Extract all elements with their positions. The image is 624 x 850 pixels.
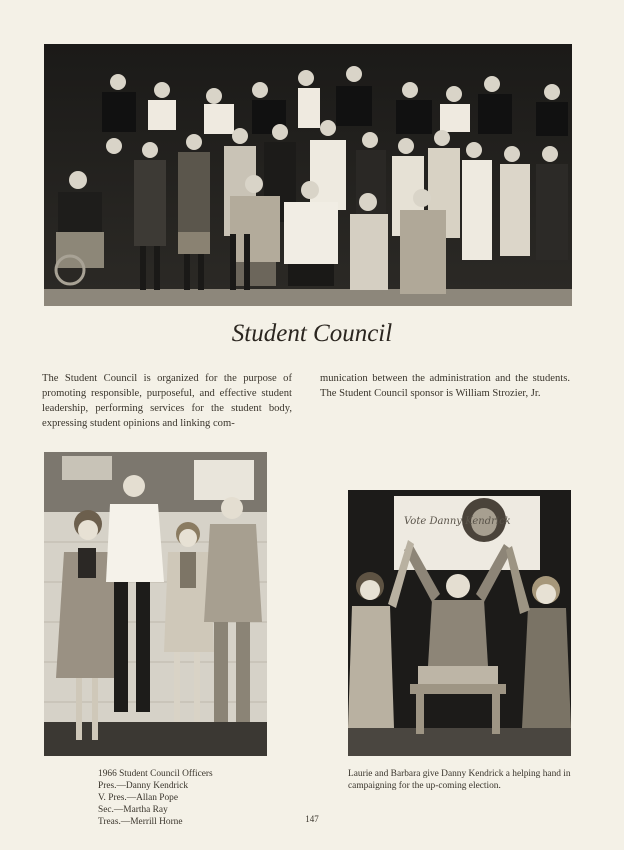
group-photo — [44, 44, 572, 306]
group-photo-image — [44, 44, 572, 306]
officer-vice-president: V. Pres.—Allan Pope — [98, 793, 179, 803]
body-text-left-column: The Student Council is organized for the purpose of promoting responsible, purposeful, and effective student leadership, performing services for the student body, expressing student opinions and linking com- — [42, 373, 292, 429]
officer-secretary: Sec.—Martha Ray — [98, 805, 168, 815]
officers-photo-image — [44, 452, 267, 756]
poster-text: Vote Danny Kendrick — [404, 516, 511, 527]
officers-photo — [44, 452, 267, 756]
page-number: 147 — [305, 814, 319, 824]
campaign-photo-image — [348, 490, 571, 756]
officers-caption-heading: 1966 Student Council Officers — [98, 769, 213, 779]
campaign-photo — [348, 490, 571, 756]
officer-president: Pres.—Danny Kendrick — [98, 781, 189, 791]
campaign-caption: Laurie and Barbara give Danny Kendrick a helping hand in campaigning for the up-coming election. — [348, 769, 571, 791]
body-text-right-column: munication between the administration and the students. The Student Council sponsor is William Strozier, Jr. — [320, 373, 570, 399]
page-title: Student Council — [231, 320, 393, 347]
officer-treasurer: Treas.—Merrill Horne — [98, 817, 183, 827]
